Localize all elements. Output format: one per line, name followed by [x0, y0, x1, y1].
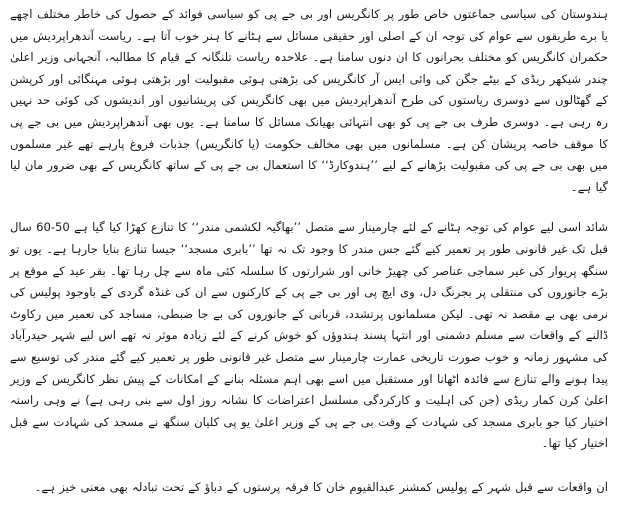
paragraph-3: ان واقعات سے قبل شہر کے پولیس کمشنر عبدالقیوم خان کا فرقہ پرستوں کے دباؤ کے تحت تبادلہ بھی معنی خیز ہے۔ — [34, 479, 608, 494]
article-body — [10, 4, 608, 498]
paragraph-2: شائد اسی لیے عوام کی توجہ ہٹانے کے لئے چارمینار سے متصل ’’بھاگیہ لکشمی مندر‘‘ کا تنازع کھڑا کیا گیا ہے 50-60 سال قبل تک غیر قانونی طور پر تعمیر کیے گئے جس مندر کا وجود تک نہ تھا ’’بابری مسجد‘‘ جیسا تنازع بنایا جارہا ہے۔ یوں تو سنگھ پریوار کی غیر سماجی عناصر کی چھیڑ خانی اور شرارتوں کا سلسلہ کئی ماہ سے چل رہا تھا۔ بقر عید کے موقع پر بڑے جانوروں کی منتقلی پر بجرنگ دل، وی ایچ پی اور بی جے پی کے کارکنوں سے ان کی غنڈہ گردی کے باوجود پولیس کی نرمی بھی بے مقصد نہ تھی۔ لیکن مسلمانوں پرتشدد، قربانی کے جانوروں کی بے جا ضبطی، مساجد کی تعمیر میں رکاوٹ ڈالنے کے واقعات سے مسلم دشمنی اور انتہا پسند ہندوؤں کو خوش کرنے کے لئے زیادہ موثر نہ تھے اس لیے شہر حیدرآباد کی مشہور زمانہ و خوب صورت تاریخی عمارت چارمینار سے متصل غیر قانونی طور پر تعمیر کیے گئے مندر کی توسیع سے پیدا ہونے والے تنازع سے فائدہ اٹھانا اور مستقبل میں اسے بھی اہم مسئلہ بنانے کے امکانات کے پیش نظر کانگریس کے وزیر اعلیٰ کرن کمار ریڈی (جن کی اہلیت و کارکردگی مسلسل اعتراضات کا نشانہ روز اول سے بنی رہی ہے) نے وہی راستہ اختیار کیا جو بابری مسجد کی شہادت کے وقت بی جے پی کے وزیر اعلیٰ یو پی کلیان سنگھ نے مسجد کی شہادت سے قبل اختیار کیا تھا۔ — [10, 220, 608, 451]
paragraph-1: ہندوستان کی سیاسی جماعتوں خاص طور پر کانگریس اور بی جے پی کو سیاسی فوائد کے حصول کی خاطر مختلف اچھے یا برے طریقوں سے عوام کی توجہ ان کے اصلی اور حقیقی مسائل سے ہٹانے کا ہنر خوب آتا ہے۔ ریاست آندھراپردیش میں حکمران کانگریس کو مختلف بحرانوں کا ان دنوں سامنا ہے۔ علاحدہ ریاست تلنگانہ کے قیام کا مطالبہ، آنجہانی وزیر اعلیٰ چندر شیکھر ریڈی کے بیٹے جگن کی وائی ایس آر کانگریس کی بڑھتی ہوئی مقبولیت اور بڑھتی ہوئی مہنگائی اور کرپشن کے گھٹالوں سے دوسری ریاستوں کی طرح آندھراپردیش میں بھی کانگریس کی پریشانیوں اور اندیشوں کی کوئی حد نہیں رہ رہی ہے۔ دوسری طرف بی جے پی کو بھی انتہائی بھیانک مسائل کا سامنا ہے۔ یوں بھی آندھراپردیش میں بی جے پی کا موقف خاصہ پریشان کن ہے۔ مسلمانوں میں بھی مخالف حکومت (یا کانگریس) جذبات فروغ پارہے تھے غیر مسلموں میں بھی بی جے پی کی مقبولیت بڑھانے کے لیے ’’ہندوکارڈ‘‘ کا استعمال بی جے پی کے ساتھ کانگریس کے بھی ضرور مان لیا گیا ہے۔ — [10, 7, 608, 194]
